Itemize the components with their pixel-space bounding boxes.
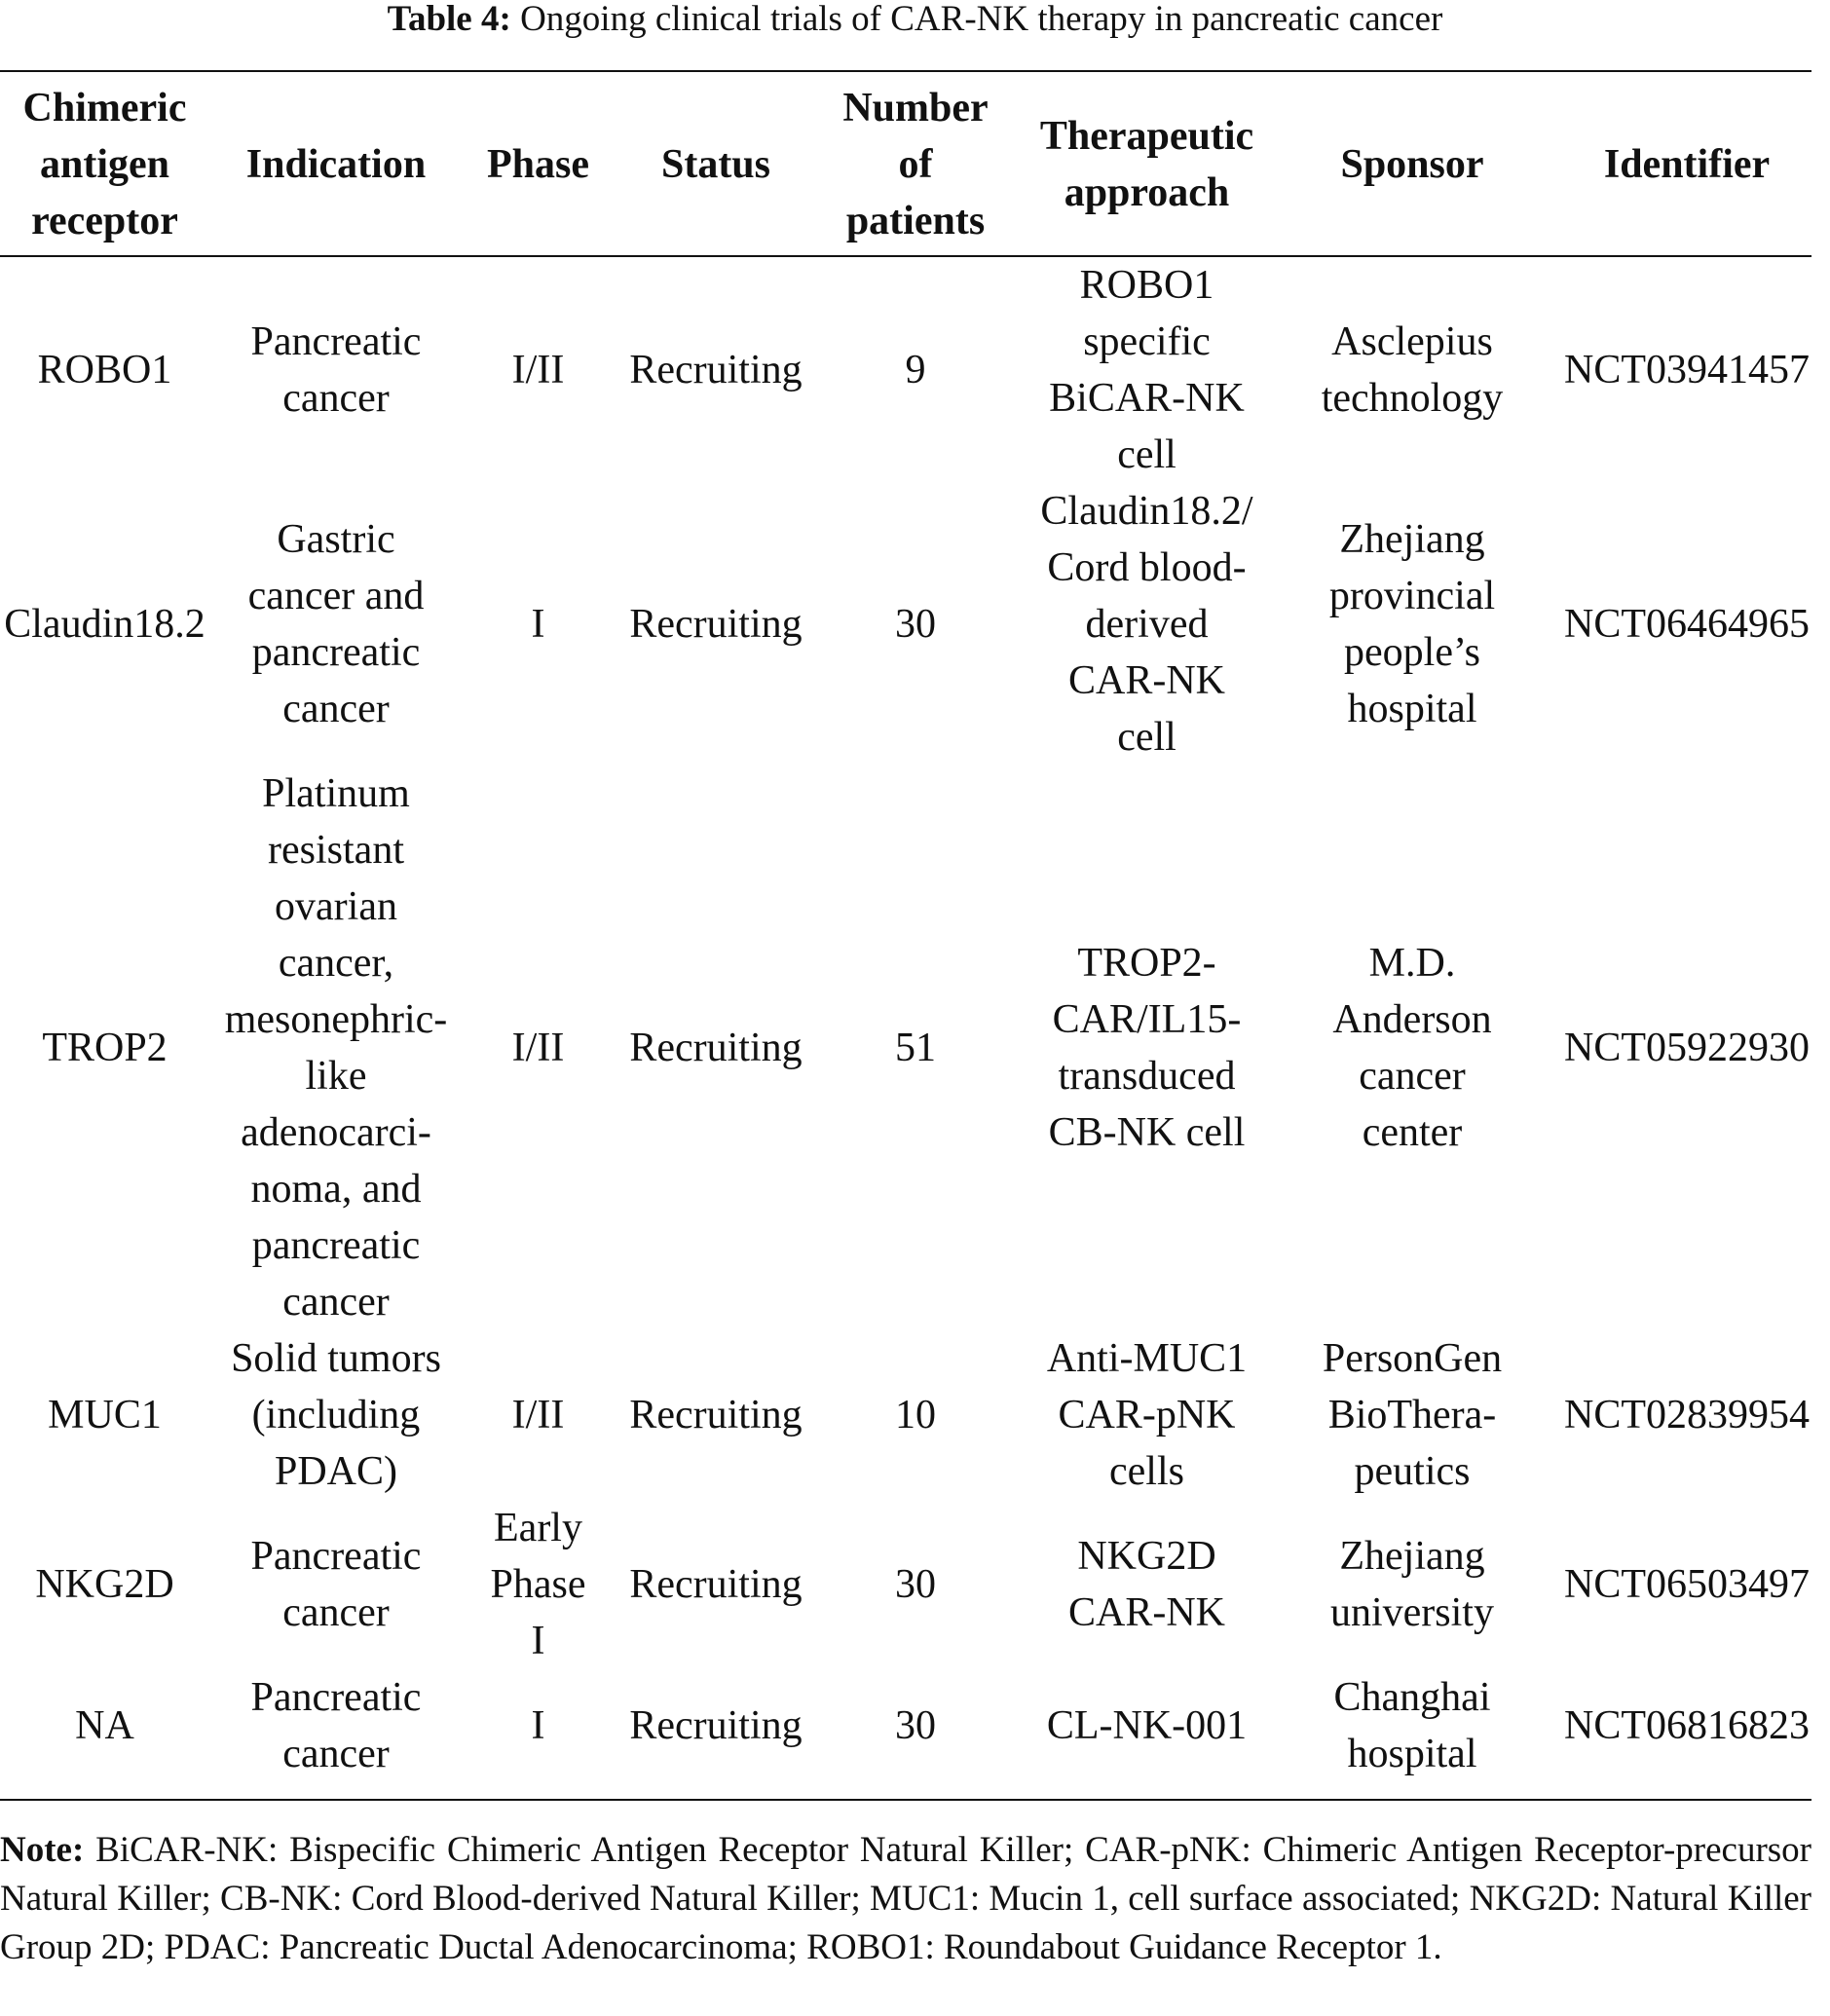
cell-status	[614, 765, 818, 1330]
cell-approach	[1013, 765, 1281, 1330]
cell-indication	[209, 257, 463, 483]
cell-receptor-line: NKG2D	[35, 1562, 174, 1607]
table-caption-text: Ongoing clinical trials of CAR-NK therapy in pancreatic cancer	[520, 0, 1443, 39]
cell-sponsor-line: center	[1362, 1110, 1463, 1155]
cell-patients	[818, 257, 1013, 483]
col-header-approach	[1013, 72, 1281, 257]
cell-approach-line: cell	[1117, 715, 1176, 760]
cell-approach	[1013, 257, 1281, 483]
table-bottom-rule	[0, 1799, 1811, 1801]
cell-sponsor	[1281, 483, 1544, 765]
col-header-indication-line: Indication	[245, 142, 427, 187]
cell-approach-line: ROBO1	[1079, 263, 1214, 308]
cell-sponsor-line: hospital	[1347, 687, 1477, 731]
cell-patients-line: 30	[895, 1703, 936, 1748]
cell-phase-line: I	[531, 602, 545, 647]
cell-identifier-line: NCT06503497	[1564, 1562, 1810, 1607]
cell-phase	[463, 1330, 614, 1500]
clinical-trials-table	[0, 72, 1830, 1782]
cell-phase	[463, 483, 614, 765]
cell-sponsor	[1281, 765, 1544, 1330]
col-header-patients-line: of	[898, 142, 933, 187]
cell-indication-line: cancer	[282, 687, 390, 731]
table-note-label: Note:	[0, 1830, 85, 1870]
cell-status-line: Recruiting	[629, 348, 803, 392]
cell-receptor	[0, 1330, 209, 1500]
col-header-identifier	[1544, 72, 1830, 257]
cell-approach-line: specific	[1083, 319, 1211, 364]
col-header-patients	[818, 72, 1013, 257]
cell-sponsor-line: technology	[1321, 376, 1504, 421]
cell-patients	[818, 1500, 1013, 1669]
cell-sponsor-line: cancer	[1359, 1054, 1466, 1099]
cell-identifier-line: NCT03941457	[1564, 348, 1810, 392]
cell-approach-line: CB-NK cell	[1048, 1110, 1246, 1155]
col-header-receptor-line: antigen	[39, 142, 169, 187]
cell-receptor	[0, 765, 209, 1330]
cell-identifier	[1544, 1500, 1830, 1669]
cell-indication-line: (including	[251, 1393, 421, 1437]
col-header-receptor-line: Chimeric	[22, 86, 187, 131]
cell-status-line: Recruiting	[629, 602, 803, 647]
cell-identifier	[1544, 1330, 1830, 1500]
cell-indication-line: Pancreatic	[250, 1534, 422, 1579]
col-header-sponsor-line: Sponsor	[1340, 142, 1484, 187]
cell-sponsor-line: BioThera-	[1327, 1393, 1497, 1437]
cell-indication-line: noma, and	[250, 1167, 422, 1212]
cell-receptor	[0, 483, 209, 765]
table-body	[0, 257, 1830, 1782]
cell-sponsor-line: M.D.	[1368, 941, 1456, 986]
cell-status-line: Recruiting	[629, 1026, 803, 1070]
cell-sponsor-line: Anderson	[1332, 997, 1492, 1042]
cell-receptor-line: MUC1	[48, 1393, 162, 1437]
cell-patients-line: 9	[905, 348, 926, 392]
cell-indication-line: cancer	[282, 1732, 390, 1776]
cell-identifier	[1544, 257, 1830, 483]
table-row	[0, 765, 1830, 1330]
cell-patients	[818, 483, 1013, 765]
cell-sponsor-line: hospital	[1347, 1732, 1477, 1776]
cell-identifier	[1544, 765, 1830, 1330]
cell-receptor	[0, 257, 209, 483]
cell-indication-line: adenocarci-	[241, 1110, 431, 1155]
cell-approach-line: cell	[1117, 432, 1176, 477]
cell-status-line: Recruiting	[629, 1393, 803, 1437]
cell-patients	[818, 765, 1013, 1330]
cell-approach-line: BiCAR-NK	[1049, 376, 1245, 421]
col-header-phase-line: Phase	[487, 142, 589, 187]
cell-phase-line: I	[531, 1619, 545, 1663]
cell-approach-line: CL-NK-001	[1046, 1703, 1248, 1748]
cell-status-line: Recruiting	[629, 1703, 803, 1748]
cell-receptor-line: ROBO1	[37, 348, 172, 392]
cell-status	[614, 483, 818, 765]
cell-approach-line: cells	[1109, 1449, 1184, 1494]
table-header	[0, 72, 1830, 257]
cell-approach-line: CAR-NK	[1067, 1590, 1225, 1635]
cell-sponsor-line: people’s	[1344, 630, 1480, 675]
cell-patients	[818, 1669, 1013, 1782]
cell-indication-line: like	[305, 1054, 367, 1099]
cell-approach	[1013, 483, 1281, 765]
cell-indication-line: cancer and	[247, 574, 425, 618]
cell-status	[614, 1330, 818, 1500]
col-header-status-line: Status	[660, 142, 771, 187]
cell-indication-line: ovarian	[275, 884, 397, 929]
cell-sponsor	[1281, 1669, 1544, 1782]
col-header-approach-line: approach	[1064, 170, 1230, 215]
cell-phase-line: Early	[494, 1506, 582, 1550]
cell-status	[614, 1669, 818, 1782]
cell-receptor	[0, 1500, 209, 1669]
cell-approach-line: Anti-MUC1	[1046, 1336, 1248, 1381]
cell-sponsor-line: university	[1330, 1590, 1494, 1635]
cell-indication	[209, 1500, 463, 1669]
cell-identifier-line: NCT06464965	[1564, 602, 1810, 647]
cell-sponsor-line: Zhejiang	[1339, 517, 1485, 562]
cell-indication-line: cancer,	[278, 941, 394, 986]
cell-receptor-line: Claudin18.2	[4, 602, 205, 647]
cell-approach	[1013, 1500, 1281, 1669]
cell-indication-line: cancer	[282, 376, 390, 421]
cell-approach-line: Claudin18.2/	[1040, 489, 1253, 534]
col-header-status	[614, 72, 818, 257]
cell-sponsor	[1281, 1330, 1544, 1500]
cell-approach-line: TROP2-	[1077, 941, 1216, 986]
cell-indication-line: cancer	[282, 1280, 390, 1325]
cell-patients-line: 30	[895, 1562, 936, 1607]
cell-sponsor-line: provincial	[1328, 574, 1496, 618]
cell-identifier	[1544, 1669, 1830, 1782]
table-row	[0, 1500, 1830, 1669]
cell-receptor	[0, 1669, 209, 1782]
col-header-patients-line: Number	[842, 86, 989, 131]
cell-identifier-line: NCT06816823	[1564, 1703, 1810, 1748]
cell-sponsor	[1281, 1500, 1544, 1669]
cell-approach	[1013, 1669, 1281, 1782]
cell-sponsor-line: PersonGen	[1322, 1336, 1503, 1381]
cell-phase-line: Phase	[490, 1562, 586, 1607]
cell-indication-line: Platinum	[262, 771, 410, 816]
cell-approach-line: derived	[1085, 602, 1209, 647]
cell-approach-line: NKG2D	[1077, 1534, 1216, 1579]
col-header-receptor-line: receptor	[31, 199, 178, 243]
cell-identifier	[1544, 483, 1830, 765]
col-header-sponsor	[1281, 72, 1544, 257]
cell-phase	[463, 1500, 614, 1669]
table-caption	[0, 0, 1830, 39]
cell-status	[614, 1500, 818, 1669]
cell-indication-line: Pancreatic	[250, 319, 422, 364]
cell-status	[614, 257, 818, 483]
cell-phase-line: I/II	[511, 1393, 565, 1437]
cell-indication	[209, 483, 463, 765]
table-row	[0, 1669, 1830, 1782]
cell-phase	[463, 1669, 614, 1782]
cell-approach-line: CAR-pNK	[1058, 1393, 1236, 1437]
cell-indication-line: pancreatic	[251, 1223, 421, 1268]
cell-receptor-line: NA	[75, 1703, 134, 1748]
col-header-identifier-line: Identifier	[1603, 142, 1771, 187]
col-header-patients-line: patients	[845, 199, 986, 243]
cell-indication	[209, 765, 463, 1330]
table-row	[0, 257, 1830, 483]
cell-receptor-line: TROP2	[42, 1026, 168, 1070]
cell-approach	[1013, 1330, 1281, 1500]
cell-identifier-line: NCT05922930	[1564, 1026, 1810, 1070]
table-note	[0, 1826, 1811, 1972]
cell-indication	[209, 1669, 463, 1782]
cell-indication-line: Pancreatic	[250, 1675, 422, 1720]
col-header-indication	[209, 72, 463, 257]
cell-sponsor-line: peutics	[1354, 1449, 1471, 1494]
cell-sponsor-line: Zhejiang	[1339, 1534, 1485, 1579]
cell-identifier-line: NCT02839954	[1564, 1393, 1810, 1437]
cell-phase	[463, 257, 614, 483]
table-row	[0, 1330, 1830, 1500]
cell-patients-line: 51	[895, 1026, 936, 1070]
cell-indication-line: PDAC)	[274, 1449, 398, 1494]
cell-patients-line: 30	[895, 602, 936, 647]
cell-sponsor-line: Changhai	[1333, 1675, 1491, 1720]
table-row	[0, 483, 1830, 765]
cell-indication-line: pancreatic	[251, 630, 421, 675]
cell-phase-line: I/II	[511, 1026, 565, 1070]
cell-status-line: Recruiting	[629, 1562, 803, 1607]
cell-indication	[209, 1330, 463, 1500]
cell-approach-line: Cord blood-	[1047, 545, 1247, 590]
cell-indication-line: cancer	[282, 1590, 390, 1635]
cell-sponsor-line: Asclepius	[1331, 319, 1493, 364]
cell-phase-line: I/II	[511, 348, 565, 392]
col-header-approach-line: Therapeutic	[1039, 114, 1254, 159]
cell-indication-line: Solid tumors	[231, 1336, 441, 1381]
cell-approach-line: CAR/IL15-	[1052, 997, 1242, 1042]
cell-approach-line: CAR-NK	[1067, 658, 1225, 703]
cell-sponsor	[1281, 257, 1544, 483]
col-header-phase	[463, 72, 614, 257]
table-note-text: BiCAR-NK: Bispecific Chimeric Antigen Receptor Natural Killer; CAR-pNK: Chimeric Antigen Receptor-precursor Natural Killer; CB-NK: Cord Blood-derived Natural Killer; MUC1: Mucin 1, cell surface associated; NKG2D: Natural Killer Group 2D; PDAC: Pancreatic Ductal Adenocarcinoma; ROBO1: Roundabout Guidance Receptor 1.	[0, 1830, 1811, 1967]
cell-phase-line: I	[531, 1703, 545, 1748]
cell-indication-line: mesonephric-	[224, 997, 448, 1042]
cell-approach-line: transduced	[1058, 1054, 1236, 1099]
cell-patients	[818, 1330, 1013, 1500]
cell-patients-line: 10	[895, 1393, 936, 1437]
table-caption-label: Table 4:	[387, 0, 511, 39]
header-row	[0, 72, 1830, 257]
cell-indication-line: resistant	[268, 828, 404, 873]
cell-phase	[463, 765, 614, 1330]
col-header-receptor	[0, 72, 209, 257]
cell-indication-line: Gastric	[277, 517, 395, 562]
